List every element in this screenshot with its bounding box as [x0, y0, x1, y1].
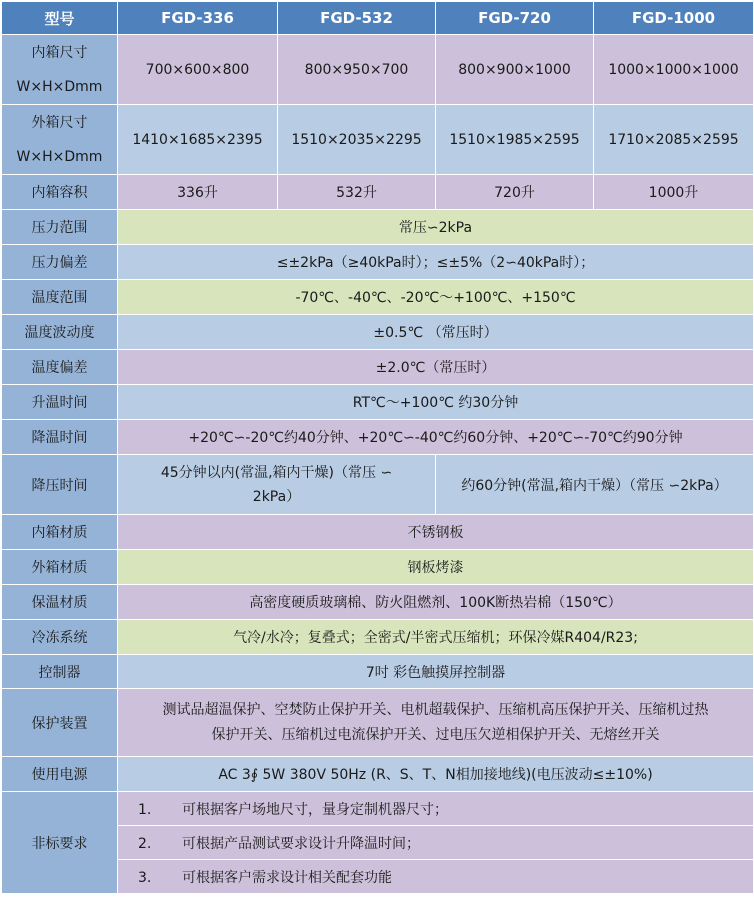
outer-size-row	[2, 105, 754, 175]
inner-size-label: 内箱尺寸 W×H×Dmm	[2, 35, 118, 105]
custom-item-text: 可根据客户需求设计相关配套功能	[182, 869, 392, 886]
pressure-deviation-row	[2, 245, 754, 280]
refrigeration-label: 冷冻系统	[2, 620, 118, 655]
outer-material-label: 外箱材质	[2, 550, 118, 585]
model-header: 型号	[2, 2, 118, 35]
refrigeration-value: 气冷/水冷；复叠式；全密式/半密式压缩机；环保冷媒R404/R23;	[118, 620, 754, 655]
refrigeration-row	[2, 620, 754, 655]
custom-item-text: 可根据产品测试要求设计升降温时间；	[182, 835, 420, 852]
outer-size-label: 外箱尺寸 W×H×Dmm	[2, 105, 118, 175]
inner-volume-row	[2, 175, 754, 210]
custom-label: 非标要求	[2, 792, 118, 894]
temp-fluctuation-label: 温度波动度	[2, 315, 118, 350]
custom-item-text: 可根据客户场地尺寸，量身定制机器尺寸；	[182, 801, 448, 818]
heating-time-label: 升温时间	[2, 385, 118, 420]
inner-volume-value: 1000升	[594, 175, 754, 210]
depressurize-time-label: 降压时间	[2, 455, 118, 515]
header-row	[2, 2, 754, 35]
controller-row	[2, 655, 754, 689]
pressure-deviation-label: 压力偏差	[2, 245, 118, 280]
custom-item	[118, 826, 754, 860]
custom-item	[118, 860, 754, 894]
inner-size-value: 800×950×700	[278, 35, 436, 105]
heating-time-row	[2, 385, 754, 420]
outer-size-value: 1510×1985×2595	[436, 105, 594, 175]
inner-size-value: 1000×1000×1000	[594, 35, 754, 105]
pressure-range-value: 常压∽2kPa	[118, 210, 754, 245]
controller-label: 控制器	[2, 655, 118, 689]
inner-material-label: 内箱材质	[2, 515, 118, 550]
depressurize-time-row	[2, 455, 754, 515]
depressurize-time-value-left: 45分钟以内(常温,箱内干燥)（常压 ∽ 2kPa）	[118, 455, 436, 515]
model-fgd-720: FGD-720	[436, 2, 594, 35]
custom-item-number: 2.	[138, 835, 152, 852]
insulation-label: 保温材质	[2, 585, 118, 620]
depressurize-time-value-right: 约60分钟(常温,箱内干燥）（常压 ∽2kPa）	[436, 455, 754, 515]
outer-size-value: 1510×2035×2295	[278, 105, 436, 175]
insulation-row	[2, 585, 754, 620]
temp-range-label: 温度范围	[2, 280, 118, 315]
inner-size-value: 700×600×800	[118, 35, 278, 105]
power-value: AC 3∮ 5W 380V 50Hz (R、S、T、N相加接地线)(电压波动≤±10%)	[118, 757, 754, 792]
temp-deviation-label: 温度偏差	[2, 350, 118, 385]
custom-item-number: 1.	[138, 801, 152, 818]
inner-size-value: 800×900×1000	[436, 35, 594, 105]
cooling-time-value: +20℃∽-20℃约40分钟、+20℃∽-40℃约60分钟、+20℃∽-70℃约90分钟	[118, 420, 754, 455]
custom-item-number: 3.	[138, 869, 152, 886]
inner-material-value: 不锈钢板	[118, 515, 754, 550]
outer-material-row	[2, 550, 754, 585]
outer-size-value: 1410×1685×2395	[118, 105, 278, 175]
temp-fluctuation-value: ±0.5℃ （常压时）	[118, 315, 754, 350]
model-fgd-532: FGD-532	[278, 2, 436, 35]
insulation-value: 高密度硬质玻璃棉、防火阻燃剂、100K断热岩棉（150℃）	[118, 585, 754, 620]
inner-material-row	[2, 515, 754, 550]
inner-volume-label: 内箱容积	[2, 175, 118, 210]
controller-value: 7吋 彩色触摸屏控制器	[118, 655, 754, 689]
model-fgd-336: FGD-336	[118, 2, 278, 35]
pressure-range-row	[2, 210, 754, 245]
custom-item	[118, 792, 754, 826]
heating-time-value: RT℃～+100℃ 约30分钟	[118, 385, 754, 420]
protection-label: 保护装置	[2, 689, 118, 757]
custom-row-1	[2, 792, 754, 826]
power-row	[2, 757, 754, 792]
temp-deviation-row	[2, 350, 754, 385]
inner-volume-value: 720升	[436, 175, 594, 210]
temp-range-value: -70℃、-40℃、-20℃～+100℃、+150℃	[118, 280, 754, 315]
inner-size-row	[2, 35, 754, 105]
pressure-range-label: 压力范围	[2, 210, 118, 245]
protection-value: 测试品超温保护、空焚防止保护开关、电机超载保护、压缩机高压保护开关、压缩机过热 保护开关、压缩机过电流保护开关、过电压欠逆相保护开关、无熔丝开关	[118, 689, 754, 757]
outer-material-value: 钢板烤漆	[118, 550, 754, 585]
model-fgd-1000: FGD-1000	[594, 2, 754, 35]
inner-volume-value: 336升	[118, 175, 278, 210]
spec-table	[1, 1, 754, 894]
temp-range-row	[2, 280, 754, 315]
inner-volume-value: 532升	[278, 175, 436, 210]
cooling-time-label: 降温时间	[2, 420, 118, 455]
cooling-time-row	[2, 420, 754, 455]
pressure-deviation-value: ≤±2kPa（≥40kPa时）；≤±5%（2∽40kPa时）；	[118, 245, 754, 280]
protection-row	[2, 689, 754, 757]
power-label: 使用电源	[2, 757, 118, 792]
temp-fluctuation-row	[2, 315, 754, 350]
temp-deviation-value: ±2.0℃（常压时）	[118, 350, 754, 385]
outer-size-value: 1710×2085×2595	[594, 105, 754, 175]
